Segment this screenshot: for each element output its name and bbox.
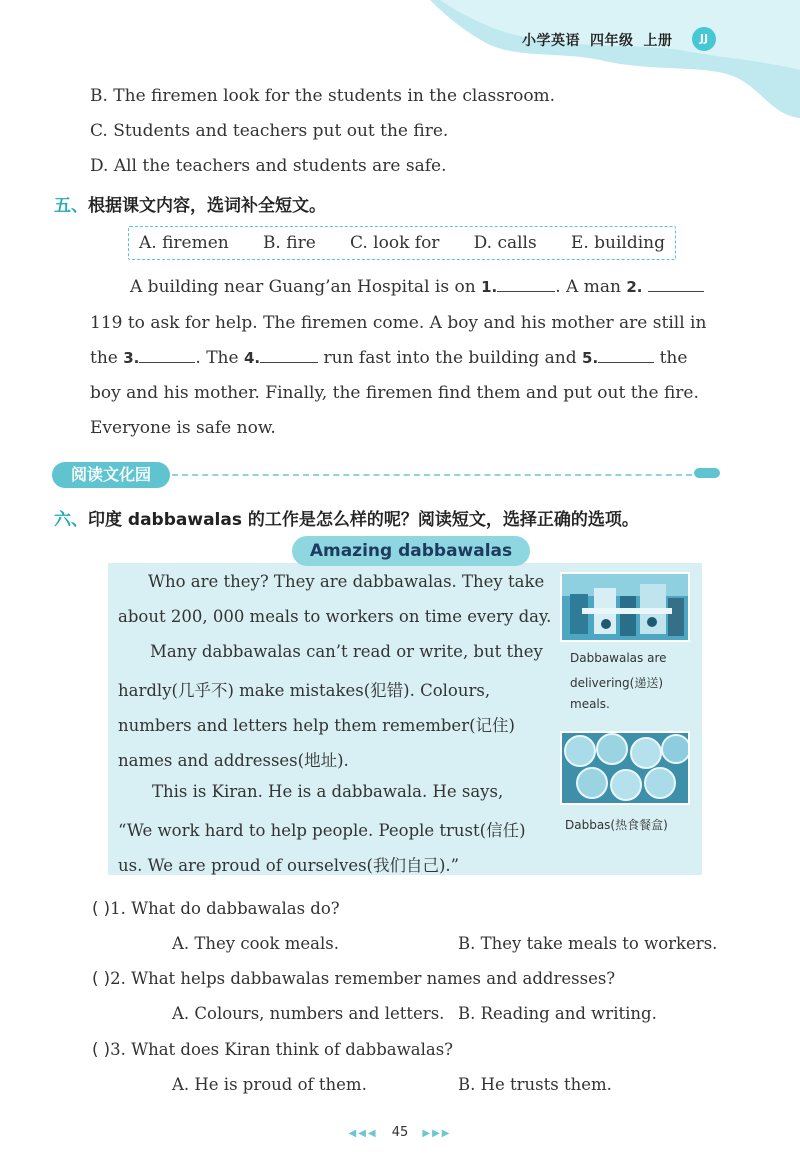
page-number: 45 [391,1125,409,1140]
blank-5[interactable] [598,348,654,363]
word-bank-item: B. fire [262,233,316,253]
question-2: ( )2. What helps dabbawalas remember names and addresses? [92,969,616,988]
answer-blank-3[interactable]: ( ) [92,1040,111,1059]
reading-line: Many dabbawalas can’t read or write, but they [150,642,543,661]
banner-end-cap [694,468,720,478]
header-grade-badge: JJ [692,27,716,51]
reading-line: This is Kiran. He is a dabbawala. He says, [152,782,504,801]
reading-garden-banner: 阅读文化园 [52,462,170,488]
passage-line-5: Everyone is safe now. [90,418,276,438]
passage-line-2: 119 to ask for help. The firemen come. A boy and his mother are still in [90,313,707,333]
word-bank-item: C. look for [349,233,440,253]
blank-2[interactable] [648,277,704,292]
blank-4[interactable] [260,348,318,363]
photo1-caption-line: Dabbawalas are [570,651,667,665]
reading-line: “We work hard to help people. People trust(信任) [118,821,526,840]
option-d: D. All the teachers and students are safe. [90,156,447,176]
q3-option-b: B. He trusts them. [458,1075,612,1094]
dabbas-photo [560,731,690,805]
blank-1[interactable] [497,277,555,292]
reading-line: names and addresses(地址). [118,751,349,770]
word-bank-item: A. firemen [139,233,229,253]
reading-line: us. We are proud of ourselves(我们自己).” [118,856,460,875]
reading-line: hardly(几乎不) make mistakes(犯错). Colours, [118,681,491,700]
word-bank-item: E. building [570,233,665,253]
passage-line-1: A building near Guang’an Hospital is on 1. . A man 2. [130,277,704,297]
question-3: ( )3. What does Kiran think of dabbawalas? [92,1040,454,1059]
question-1: ( )1. What do dabbawalas do? [92,899,340,918]
option-c: C. Students and teachers put out the fire. [90,121,449,141]
section-5-title: 五、根据课文内容，选词补全短文。 [54,196,326,216]
reading-line: Who are they? They are dabbawalas. They take [148,572,545,591]
header-subject-label: 小学英语 四年级 上册 [522,33,673,49]
banner-divider [172,474,692,476]
reading-line: numbers and letters help them remember(记住) [118,716,515,735]
option-b: B. The firemen look for the students in the classroom. [90,86,556,106]
blank-3[interactable] [139,348,195,363]
q3-option-a: A. He is proud of them. [172,1075,367,1094]
q2-option-b: B. Reading and writing. [458,1004,657,1023]
reading-title: Amazing dabbawalas [292,536,530,566]
photo2-caption: Dabbas(热食餐盒) [565,818,668,832]
word-bank-item: D. calls [473,233,537,253]
page-footer [0,1125,800,1140]
dabbawalas-delivering-photo [560,572,690,642]
passage-line-3: the 3. . The 4. run fast into the building and 5. the [90,348,688,368]
q2-option-a: A. Colours, numbers and letters. [172,1004,445,1023]
photo1-caption-line: meals. [570,697,610,711]
answer-blank-2[interactable]: ( ) [92,969,111,988]
section-6-title: 六、印度 dabbawalas 的工作是怎么样的呢？阅读短文，选择正确的选项。 [54,510,639,530]
left-arrows-icon: ◀◀◀ [348,1128,378,1139]
passage-line-4: boy and his mother. Finally, the firemen find them and put out the fire. [90,383,699,403]
word-bank [128,226,676,260]
q1-option-a: A. They cook meals. [172,934,339,953]
q1-option-b: B. They take meals to workers. [458,934,718,953]
reading-line: about 200, 000 meals to workers on time every day. [118,607,552,626]
answer-blank-1[interactable]: ( ) [92,899,111,918]
photo1-caption-line: delivering(递送) [570,676,664,690]
right-arrows-icon: ▶▶▶ [422,1128,452,1139]
